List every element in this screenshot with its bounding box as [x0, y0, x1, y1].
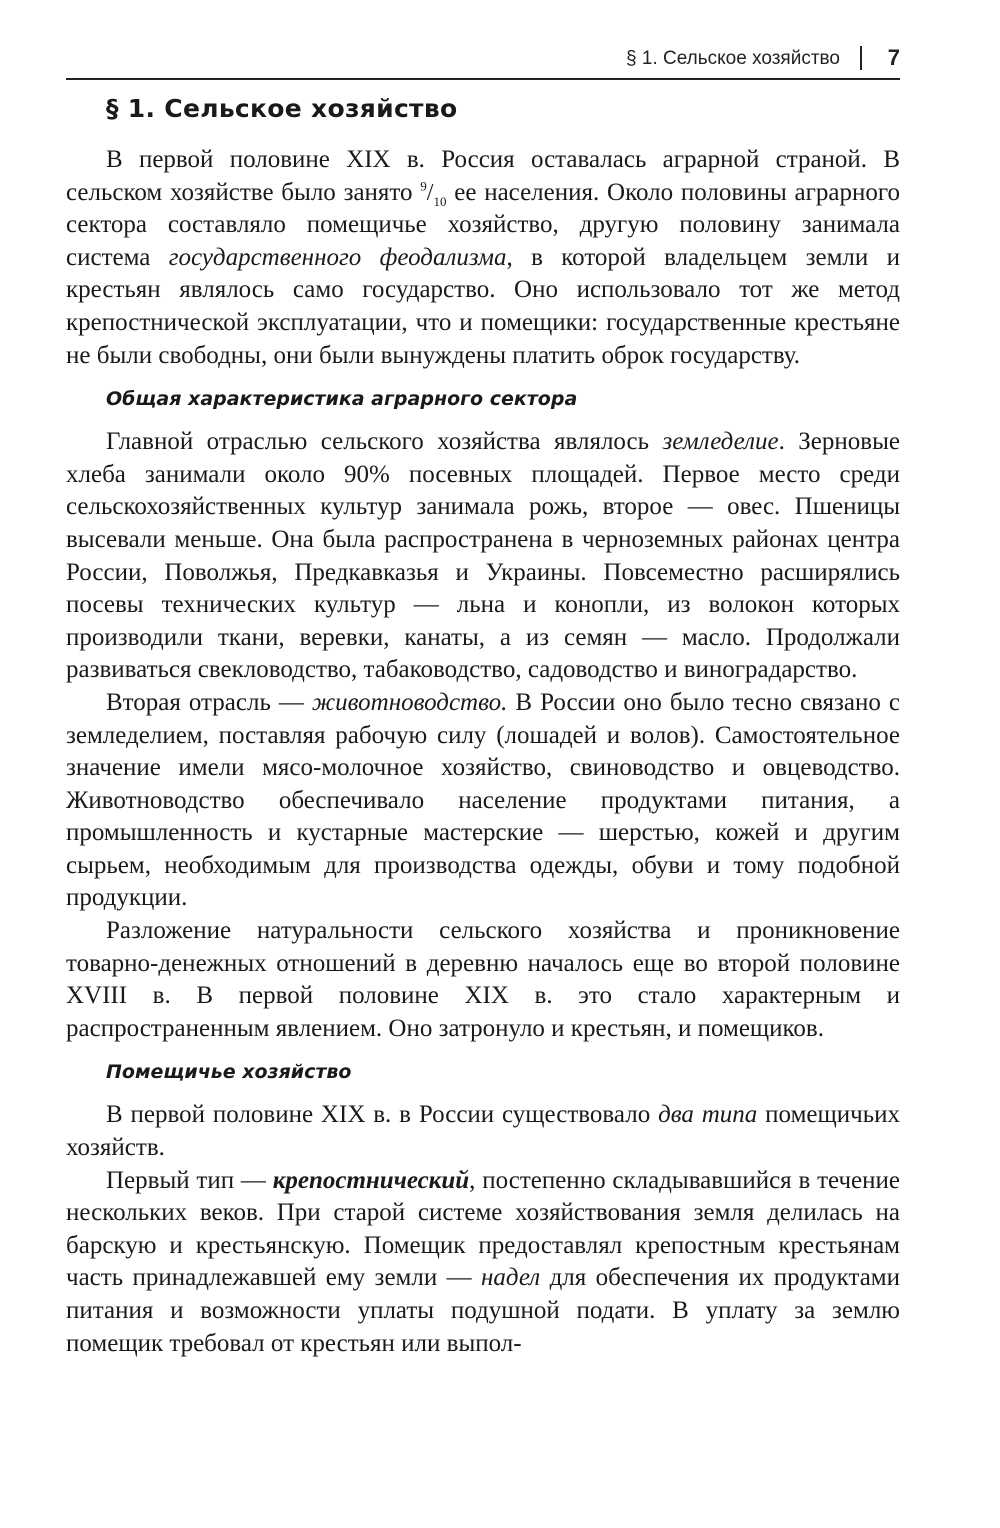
agriculture-text-1: Главной отраслью сельского хозяйства являлось [106, 428, 663, 456]
types-text-2: помещичьих хозяйств. [66, 1101, 900, 1162]
intro-text-1: В первой половине XIX в. Россия оставалась аграрной страной. В сельском хозяйстве было занято [66, 146, 900, 206]
agriculture-italic-term: земледелие [662, 428, 779, 456]
commodity-relations-paragraph: Разложение натуральности сельского хозяйства и проникновение товарно-денежных отношений в деревню началось еще во второй половине XVIII в. В первой половине XIX в. это стало характерным и распространенным явлением. Оно затронуло и крестьян, и помещиков. [66, 917, 900, 1042]
types-text-1: В первой половине XIX в. в России существовало [106, 1101, 659, 1129]
section-title: § 1. Сельское хозяйство [106, 94, 458, 123]
page-number: 7 [887, 45, 900, 70]
intro-text-2: ее населения. Около половины аграрного сектора составляло помещичье хозяйство, другую половину занимала система [66, 178, 900, 271]
livestock-paragraph [66, 687, 900, 915]
livestock-italic-term: животноводство. [311, 688, 508, 716]
fraction-slash: / [426, 179, 434, 206]
header-divider [860, 46, 862, 70]
serf-italic-term: надел [480, 1264, 541, 1292]
agriculture-paragraph [66, 426, 900, 687]
intro-paragraph [66, 144, 900, 372]
fraction-denominator: 10 [433, 193, 447, 209]
subheading-landlord-economy: Помещичье хозяйство [106, 1061, 352, 1084]
types-italic-term: два типа [658, 1101, 758, 1129]
fraction-numerator: 9 [420, 178, 427, 194]
livestock-text-1: Вторая отрасль — [106, 688, 312, 716]
agriculture-text-2: . Зерновые хлеба занимали около 90% посевных площадей. Первое место среди сельскохозяйственных культур занимала рожь, второе — овес. Пшеницы высевали меньше. Она была распространена в черноземных районах центра России, Поволжья, Предкавказья и Украины. Повсеместно расширялись посевы технических культур — льна и конопли, из волокон которых производили ткани, веревки, канаты, а из семян — масло. Продолжали развиваться свекловодство, табаководство, садоводство и виноградарство. [66, 428, 900, 684]
serf-text-2: , постепенно складывавшийся в течение нескольких веков. При старой системе хозяйствования земля делилась на барскую и крестьянскую. Помещик предоставлял крепостным крестьянам часть принадлежавшей ему земли — [66, 1166, 900, 1292]
serf-type-paragraph [66, 1165, 900, 1361]
types-paragraph [66, 1099, 900, 1164]
serf-text-1: Первый тип — [106, 1166, 273, 1194]
running-title: § 1. Сельское хозяйство [626, 48, 840, 69]
serf-text-3: для обеспечения их продуктами питания и возможности уплаты подушной подати. В уплату за землю помещик требовал от крестьян или выпол- [66, 1264, 900, 1357]
intro-text-3: , в которой владельцем земли и крестьян являлось само государство. Оно использовало тот же метод крепостнической эксплуатации, что и помещики: государственные крестьяне не были свободны, они были вынуждены платить оброк государству. [66, 243, 901, 369]
subheading-agrarian-sector: Общая характеристика аграрного сектора [106, 388, 578, 411]
livestock-text-2: В России оно было тесно связано с земледелием, поставляя рабочую силу (лошадей и волов). Самостоятельное значение имели мясо-молочное хозяйство, свиноводство и овцеводство. Животноводство обеспечивало население продуктами питания, а промышленность и кустарные мастерские — шерстью, кожей и другим сырьем, необходимым для производства одежды, обуви и тому подобной продукции. [66, 688, 900, 912]
intro-italic-term: государственного феодализма [168, 243, 507, 271]
running-head [66, 44, 900, 80]
serf-bold-italic-term: крепостнический [272, 1166, 470, 1194]
page-body [66, 86, 900, 1360]
